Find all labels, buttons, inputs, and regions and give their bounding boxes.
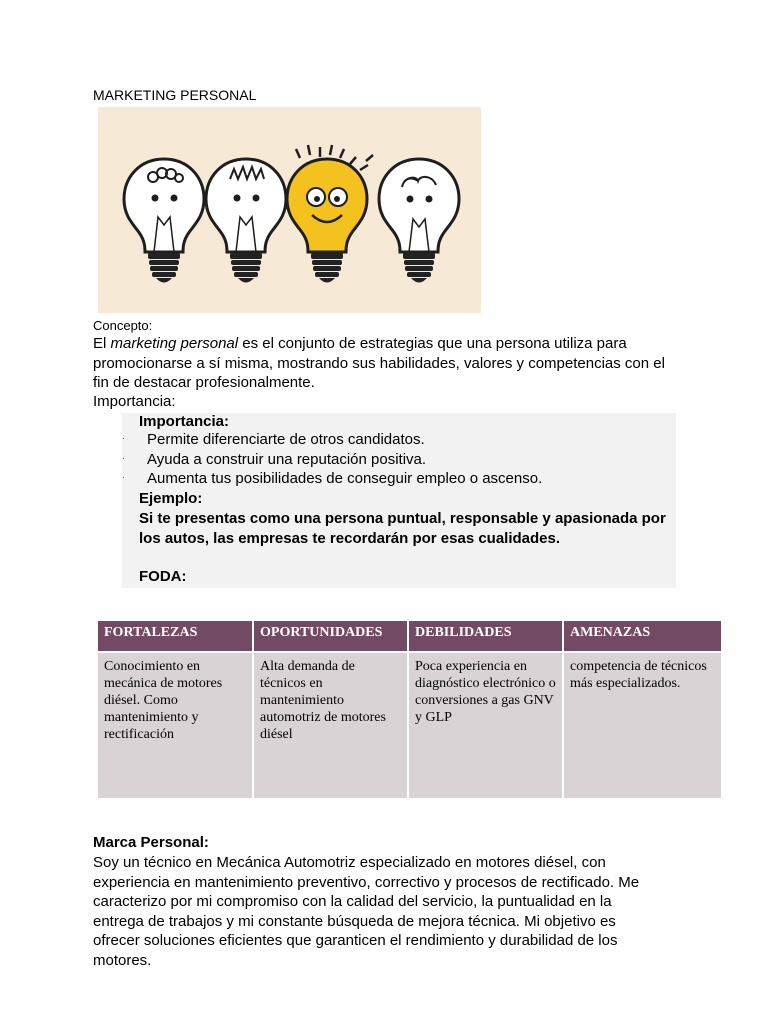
bulb-3-lit-icon — [287, 145, 373, 283]
example-label: Ejemplo: — [139, 490, 203, 507]
personal-brand-text: Soy un técnico en Mecánica Automotriz especializado en motores diésel, con experiencia en mantenimiento preventivo, correctivo y procesos de rectificado. Me caracterizo por mi compromiso con la calidad del servicio, la puntualidad en la entrega de trabajos y mi constante búsqueda de mejora técnica. Mi objetivo es ofrecer soluciones eficientes que garanticen el rendimiento y durabilidad de los motores. — [93, 854, 640, 969]
importance-heading: Importancia: — [139, 413, 230, 430]
concept-label: Concepto: — [93, 318, 153, 333]
header-amenazas: AMENAZAS — [563, 621, 721, 652]
cell-amenazas: competencia de técnicos más especializados. — [563, 652, 721, 798]
importance-label: Importancia: — [93, 393, 176, 410]
cell-debilidades: Poca experiencia en diagnóstico electrónico o conversiones a gas GNV y GLP — [408, 652, 563, 798]
personal-brand-heading: Marca Personal: — [93, 834, 209, 851]
bulb-1-icon — [124, 159, 204, 283]
light-bulbs-illustration — [98, 107, 481, 313]
foda-label: FODA: — [139, 568, 187, 585]
cell-oportunidades: Alta demanda de técnicos en mantenimiento automotriz de motores diésel — [253, 652, 408, 798]
bullet-marker: . — [122, 431, 125, 442]
foda-table — [98, 621, 721, 798]
bulb-2-icon — [206, 159, 286, 283]
bulb-4-icon — [379, 159, 459, 283]
document-page: MARKETING PERSONAL Concepto: El marketing personal es el conjunto de estrategias que una persona utiliza para promocionarse a sí misma, mostrando sus habilidades, valores y competencias con el fin de destacar profesionalmente. Importancia: Importancia: . Permite diferenciarte de otros candidatos. . Ayuda a construir una reputación positiva. . Aumenta tus posibilidades de conseguir empleo o ascenso. Ejemplo: Si te presentas como una persona puntual, responsable y apasionada por los autos, las empresas te recordarán por esas cualidades. FODA: FORTALEZAS OPORTUNIDADES DEBILIDADES AMENAZAS Conocimiento en mecánica de motores diésel. Como mantenimiento y rectificación Alta demanda de técnicos en mantenimiento automotriz de motores diésel Poca experiencia en diagnóstico electrónico o conversiones a gas GNV y GLP competencia de técnicos más especializados. Marca Personal: Soy un técnico en Mecánica Automotriz especializado en motores diésel, con experiencia en mantenimiento preventivo, correctivo y procesos de rectificado. Me caracterizo por mi compromiso con la calidad del servicio, la puntualidad en la entrega de trabajos y mi constante búsqueda de mejora técnica. Mi objetivo es ofrecer soluciones eficientes que garanticen el rendimiento y durabilidad de los motores. — [0, 0, 768, 1024]
table-row — [98, 652, 721, 798]
cell-fortalezas: Conocimiento en mecánica de motores diésel. Como mantenimiento y rectificación — [98, 652, 253, 798]
concept-paragraph: El marketing personal es el conjunto de estrategias que una persona utiliza para promocionarse a sí misma, mostrando sus habilidades, valores y competencias con el fin de destacar profesionalmente. — [93, 335, 665, 391]
bullet-marker: . — [122, 451, 125, 462]
header-debilidades: DEBILIDADES — [408, 621, 563, 652]
table-header-row — [98, 621, 721, 652]
bullet-marker: . — [122, 470, 125, 481]
header-fortalezas: FORTALEZAS — [98, 621, 253, 652]
page-title: MARKETING PERSONAL — [93, 87, 257, 103]
concept-emphasis: marketing personal — [110, 335, 239, 352]
example-text: Si te presentas como una persona puntual, responsable y apasionada por los autos, las empresas te recordarán por esas cualidades. — [139, 510, 666, 547]
header-oportunidades: OPORTUNIDADES — [253, 621, 408, 652]
